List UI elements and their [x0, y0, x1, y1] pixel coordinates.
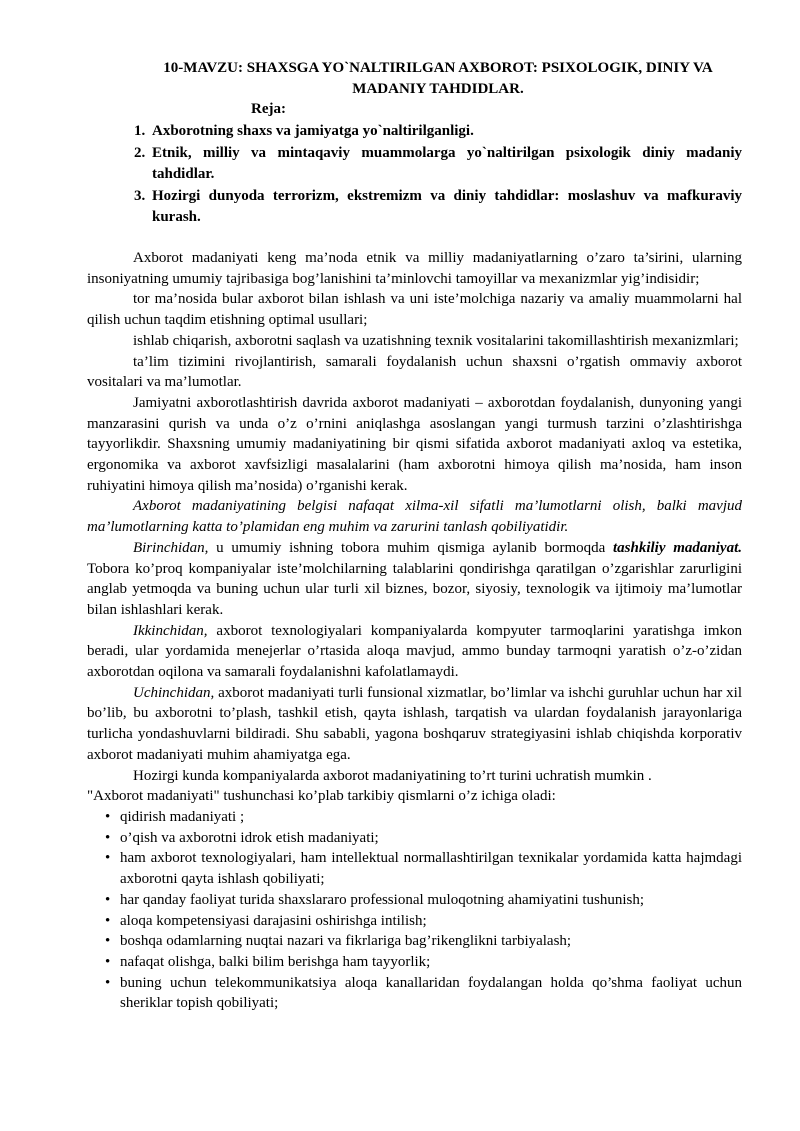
bullet-icon: •	[105, 808, 111, 825]
list-item-text: boshqa odamlarning nuqtai nazari va fikrlariga bag’rikenglikni tarbiyalash;	[120, 933, 572, 950]
list-item-text: har qanday faoliyat turida shaxslararo professional muloqotning ahamiyatini tushunish;	[120, 891, 645, 908]
list-item-text: aloqa kompetensiyasi darajasini oshirishga intilish;	[120, 912, 427, 929]
paragraph: Axborot madaniyati keng ma’noda etnik va milliy madaniyatlarning o’zaro ta’sirini, ularning insoniyatning umumiy tajribasiga bog’lanishini ta’minlovchi tamoyillar va mexanizmlar yig’indisidir;	[87, 250, 742, 287]
paragraph: ishlab chiqarish, axborotni saqlash va uzatishning texnik vositalarini takomillashtirish mexanizmlari;	[133, 332, 739, 349]
paragraph	[87, 683, 742, 766]
plan-item-number: 3.	[134, 187, 146, 204]
plan-item-text: Axborotning shaxs va jamiyatga yo`naltirilganligi.	[152, 123, 474, 139]
paragraph-italic	[87, 496, 742, 537]
paragraph: Jamiyatni axborotlashtirish davrida axborot madaniyati – axborotdan foydalanish, dunyoning yangi manzarasini qurish va unda o’z o’rnini aniqlashga asoslangan yangi turmush tarzini o’zlashtirishga tayyorlikdir. Shaxsning umumiy madaniyatining bir qismi sifatida axborot madaniyati axloq va estetika, ergonomika va axborot xavfsizligi masalalarini (ham axborotni himoya qilish ma’nosida, ham inson ruhiyatini himoya qilish ma’nosida) o’rganishi kerak.	[87, 394, 742, 494]
bullet-icon: •	[105, 891, 111, 908]
paragraph-text: axborot texnologiyalari kompaniyalarda kompyuter tarmoqlarini yaratishga imkon beradi, ular yordamida menejerlar o’rtasida aloqa mavjud, ammo bunday tarmoqni yaratish o’z-o’zidan axborotdan oqilona va samarali foydalanishni kafolatlamaydi.	[87, 622, 742, 681]
paragraph-lead: Uchinchidan,	[133, 684, 215, 701]
bullet-icon: •	[105, 829, 111, 846]
paragraph-lead: Ikkinchidan,	[133, 622, 208, 639]
plan-item-number: 2.	[134, 144, 146, 161]
list-item	[87, 911, 742, 932]
list-item-text: qidirish madaniyati ;	[120, 808, 245, 825]
list-item	[87, 952, 742, 973]
plan-item	[134, 143, 742, 186]
list-item-text: o’qish va axborotni idrok etish madaniyati;	[120, 829, 379, 846]
bullet-icon: •	[105, 953, 111, 970]
list-item-text: nafaqat olishga, balki bilim berishga ham tayyorlik;	[120, 953, 431, 970]
bullet-icon: •	[105, 933, 111, 950]
paragraph: ta’lim tizimini rivojlantirish, samarali foydalanish uchun shaxsni o’rgatish ommaviy axborot vositalari va ma’lumotlar.	[87, 353, 742, 391]
list-item	[87, 973, 742, 1014]
paragraph-lead: Birinchidan,	[133, 539, 209, 556]
list-item	[87, 848, 742, 889]
plan-list	[134, 121, 742, 229]
list-item	[87, 828, 742, 849]
paragraph	[87, 621, 742, 683]
list-item	[87, 931, 742, 952]
emphasized-term: tashkiliy madaniyat.	[613, 539, 742, 556]
paragraph	[87, 538, 742, 621]
document-body	[87, 248, 742, 1014]
italic-text: Axborot madaniyatining belgisi nafaqat xilma-xil sifatli ma’lumotlarni olish, balki mavjud ma’lumotlarning katta to’plamidan eng muhim va zarurini tanlash qobiliyatidir.	[87, 498, 742, 536]
paragraph-text: u umumiy ishning tobora muhim qismiga aylanib bormoqda	[208, 539, 613, 556]
bullet-icon: •	[105, 850, 111, 867]
bullet-icon: •	[105, 974, 111, 991]
paragraph-text: axborot madaniyati turli funsional xizmatlar, bo’limlar va ishchi guruhlar uchun har xil bo’lib, bu axborotni to’plash, tashkil etish, qayta ishlash, tarqatish va ulardan foydalanish jarayonlariga turlicha yondashuvlarni bildiradi. Shu sababli, yagona boshqaruv strategiyasini ishlab chiqishda korporativ axborot madaniyati muhim ahamiyatga ega.	[87, 684, 742, 763]
list-item	[87, 890, 742, 911]
paragraph: Hozirgi kunda kompaniyalarda axborot madaniyatining to’rt turini uchratish mumkin .	[133, 767, 652, 784]
plan-item	[134, 186, 742, 229]
document-title: 10-MAVZU: SHAXSGA YO`NALTIRILGAN AXBOROT: PSIXOLOGIK, DINIY VA MADANIY TAHDIDLAR.	[163, 60, 713, 97]
list-item	[87, 807, 742, 828]
plan-item-number: 1.	[134, 123, 146, 139]
paragraph: "Axborot madaniyati" tushunchasi ko’plab tarkibiy qismlarni o’z ichiga oladi:	[87, 788, 556, 805]
list-item-text: ham axborot texnologiyalari, ham intellektual normallashtirilgan texnikalar yordamida katta hajmdagi axborotni qayta ishlash qobiliyati;	[120, 850, 742, 888]
bullet-icon: •	[105, 912, 111, 929]
list-item-text: buning uchun telekommunikatsiya aloqa kanallaridan foydalangan holda qo’shma faoliyat uchun sheriklar topish qobiliyati;	[120, 974, 742, 1012]
paragraph: tor ma’nosida bular axborot bilan ishlash va uni iste’molchiga nazariy va amaliy muammolarni hal qilish uchun taqdim etishning optimal usullari;	[87, 291, 742, 329]
paragraph-text: Tobora ko’proq kompaniyalar iste’molchilarning talablarini qondirishga qaratilgan o’zgarishlar zarurligini anglab yetmoqda va buning uchun ular turli xil biznes, bozor, siyosiy, texnologik va ijtimoiy ma’lumotlar bilan ishlashlari kerak.	[87, 560, 742, 618]
plan-heading: Reja:	[251, 101, 286, 117]
plan-item	[134, 121, 742, 143]
plan-item-text: Etnik, milliy va mintaqaviy muammolarga yo`naltirilgan psixologik diniy madaniy tahdidlar.	[152, 144, 742, 182]
plan-item-text: Hozirgi dunyoda terrorizm, ekstremizm va diniy tahdidlar: moslashuv va mafkuraviy kurash.	[152, 187, 742, 225]
bullet-list	[87, 807, 742, 1014]
